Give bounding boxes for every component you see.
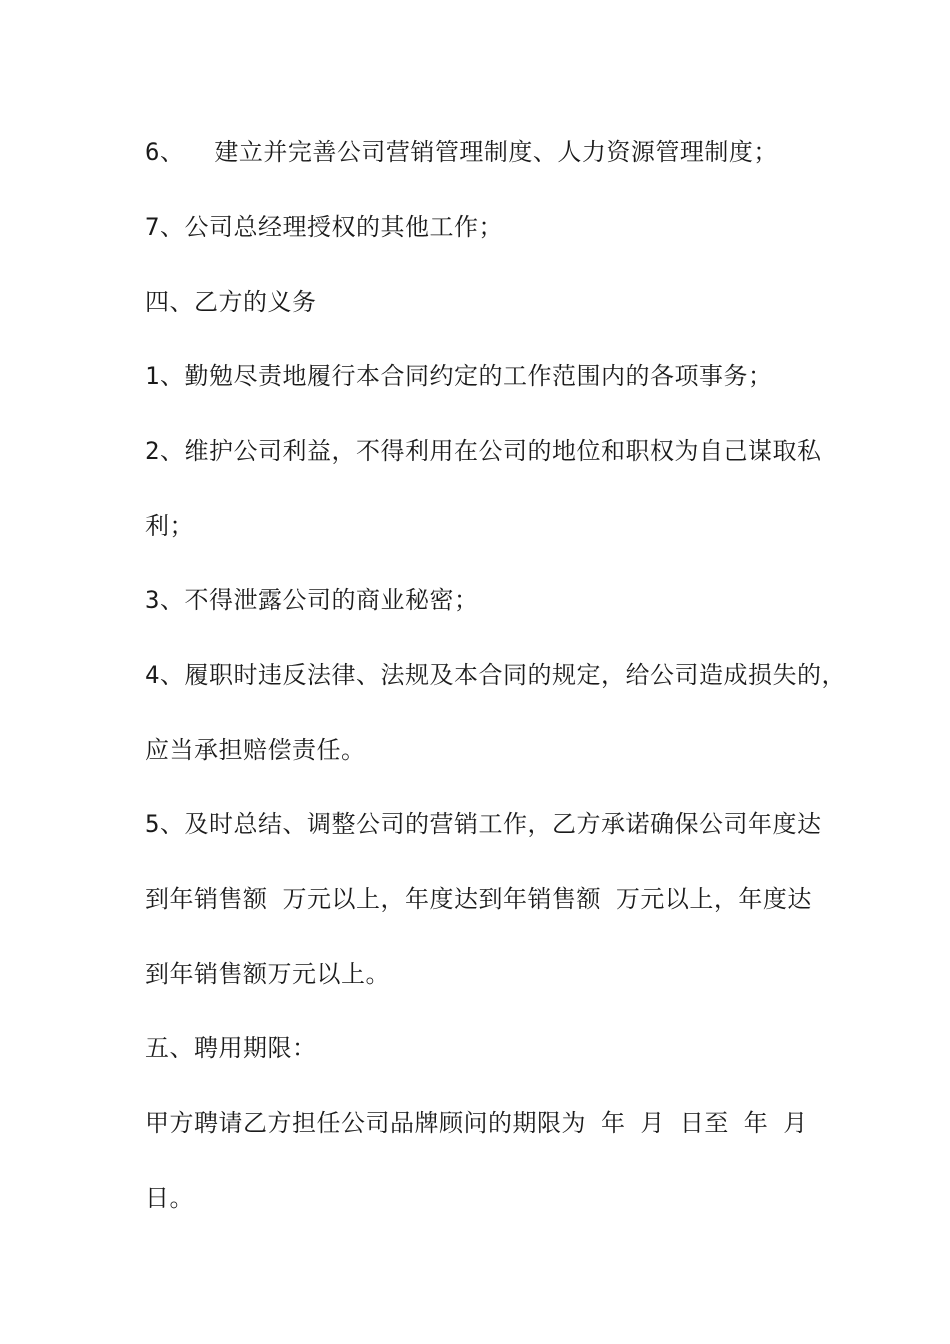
duty-4-line: 4、履职时违反法律、法规及本合同的规定，给公司造成损失的， <box>145 661 846 689</box>
duty-2-continuation: 利； <box>145 512 194 540</box>
section-4-heading: 四、乙方的义务 <box>145 288 317 316</box>
duty-5-continuation-1: 到年销售额 万元以上，年度达到年销售额 万元以上，年度达 <box>145 885 812 913</box>
term-line: 甲方聘请乙方担任公司品牌顾问的期限为 年 月 日至 年 月 <box>145 1109 808 1137</box>
term-continuation: 日。 <box>145 1184 194 1212</box>
section-5-heading: 五、聘用期限： <box>145 1034 317 1062</box>
duty-3-line: 3、不得泄露公司的商业秘密； <box>145 586 479 614</box>
clause-7-line: 7、公司总经理授权的其他工作； <box>145 213 503 241</box>
duty-2-line: 2、维护公司利益，不得利用在公司的地位和职权为自己谋取私 <box>145 437 822 465</box>
duty-5-continuation-2: 到年销售额万元以上。 <box>145 960 390 988</box>
duty-4-continuation: 应当承担赔偿责任。 <box>145 736 366 764</box>
duty-1-line: 1、勤勉尽责地履行本合同约定的工作范围内的各项事务； <box>145 362 773 390</box>
clause-6-line: 6、 建立并完善公司营销管理制度、人力资源管理制度； <box>145 138 778 166</box>
duty-5-line: 5、及时总结、调整公司的营销工作，乙方承诺确保公司年度达 <box>145 810 822 838</box>
